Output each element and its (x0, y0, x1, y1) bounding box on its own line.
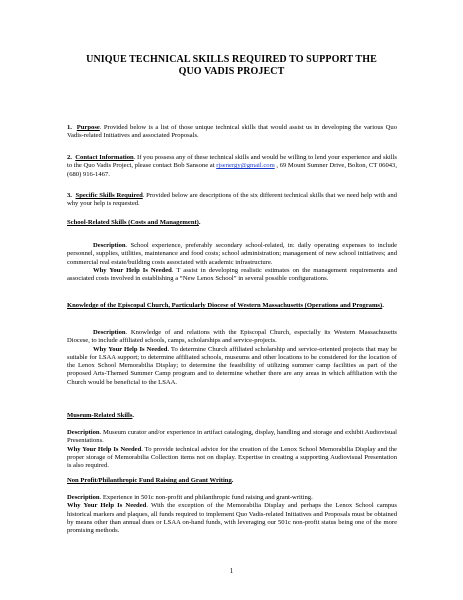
title-line-2: QUO VADIS PROJECT (178, 66, 285, 77)
description-text: . Museum curator and/or experience in artifact cataloging, display, handling and storage and exhibit Audiovisual Presentations. (67, 429, 397, 445)
purpose-number: 1. (67, 124, 72, 131)
contact-number: 2. (67, 154, 72, 161)
section-heading-museum (67, 412, 397, 420)
why-label: Why Your Help Is Needed (67, 502, 147, 510)
description-label: Description (93, 242, 126, 249)
section-heading-text: School-Related Skills (Costs and Management) (67, 219, 199, 226)
page-number: 1 (229, 567, 234, 575)
section-heading-suffix: . (231, 477, 234, 484)
section-heading-school (67, 219, 397, 227)
purpose-heading: Purpose (76, 124, 100, 131)
why-text: . With the exception of the Memorabilia Display and perhaps the Lenox School campus historical markers and plaques, all funds required to implement Quo Vadis-related Initiatives and Proposals must be obtained by means other than annual dues or LSAA on-hand funds, with leveraging our 501c non-profit status being one of the more promising methods. (67, 502, 397, 535)
why-label: Why Your Help Is Needed (67, 445, 142, 453)
section-heading-text: Knowledge of the Episcopal Church, Particularly Diocese of Western Massachusetts (Operations and Programs) (67, 302, 383, 309)
contact-text-after: , 69 Mount Sumner Drive, Bolton, CT 06043, (680) 916-1467. (67, 162, 398, 178)
why-label: Why Your Help Is Needed (93, 345, 168, 353)
description-text: . School experience, preferably secondary school-related, in: daily operating expenses to include personnel, supplies, utilities, maintenance and food costs; school administration; management of new school initiatives; and commercial real estate/building costs associated with academic infrastructure. (67, 242, 397, 266)
description-text: . Knowledge of and relations with the Episcopal Church, especially its Western Massachusetts Diocese, to include affiliated schools, camps, scholarships and service-projects. (67, 329, 397, 345)
purpose-text: . Provided below is a list of those unique technical skills that would assist us in developing the various Quo Vadis-related Initiatives and associated Proposals. (67, 124, 397, 140)
contact-text-before: . If you possess any of these technical skills and would be willing to lend your experience and skills to the Quo Vadis Project, please contact Bob Sansone at (67, 154, 397, 170)
why-text: . To provide technical advice for the creation of the Lenox School Memorabilia Display and the proper storage of Memorabilia Collection items not on display. Expertise in creating a supporting Audiovisual Presentation is also required. (67, 445, 397, 470)
section-body-museum (67, 429, 397, 470)
section-body-fundraising (67, 494, 397, 535)
title-line-1: UNIQUE TECHNICAL SKILLS REQUIRED TO SUPPORT THE (86, 54, 377, 65)
description-label: Description (93, 329, 126, 336)
section-heading-suffix: . (198, 219, 201, 226)
section-heading-suffix: . (132, 412, 135, 419)
specific-heading: Specific Skills Required (75, 192, 143, 199)
specific-number: 3. (67, 192, 72, 199)
why-text: . To determine Church affiliated scholarship and service-oriented projects that may be suitable for LSAA support; to determine affiliated schools, museums and other locations to be considered for the location of the Lenox School Memorabilia Display; to determine the feasibility of utilizing summer camp facilities as part of the proposed Arts-Themed Summer Camp program and to determine whether there are any areas in which affiliation with the Church would be beneficial to the LSAA. (67, 345, 397, 386)
description-text: . Experience in 501c non-profit and philanthropic fund raising and grant-writing. (99, 494, 313, 501)
section-heading-episcopal (67, 302, 397, 310)
contact-heading: Contact Information (75, 154, 134, 161)
specific-text: . Provided below are descriptions of the six different technical skills that we need help with and why your help is requested. (67, 192, 397, 208)
contact-email-link[interactable]: rjsenergy@gmail.com (216, 162, 275, 170)
purpose-paragraph (67, 124, 397, 141)
specific-paragraph (67, 192, 397, 209)
document-title (40, 54, 423, 78)
section-heading-text: Non Profit/Philanthropic Fund Raising and Grant Writing (67, 477, 232, 484)
why-label: Why Your Help Is Needed (93, 266, 172, 274)
section-body-episcopal (67, 329, 397, 387)
contact-paragraph (67, 154, 397, 179)
section-heading-suffix: . (382, 302, 384, 309)
section-heading-fundraising (67, 477, 397, 485)
why-text: . T assist in developing realistic estimates on the management requirements and associated costs involved in establishing a “New Lenox School” in several possible configurations. (67, 266, 397, 283)
section-heading-text: Museum-Related Skills (67, 412, 133, 419)
description-label: Description (67, 494, 100, 501)
description-label: Description (67, 429, 100, 436)
section-body-school (67, 242, 397, 283)
